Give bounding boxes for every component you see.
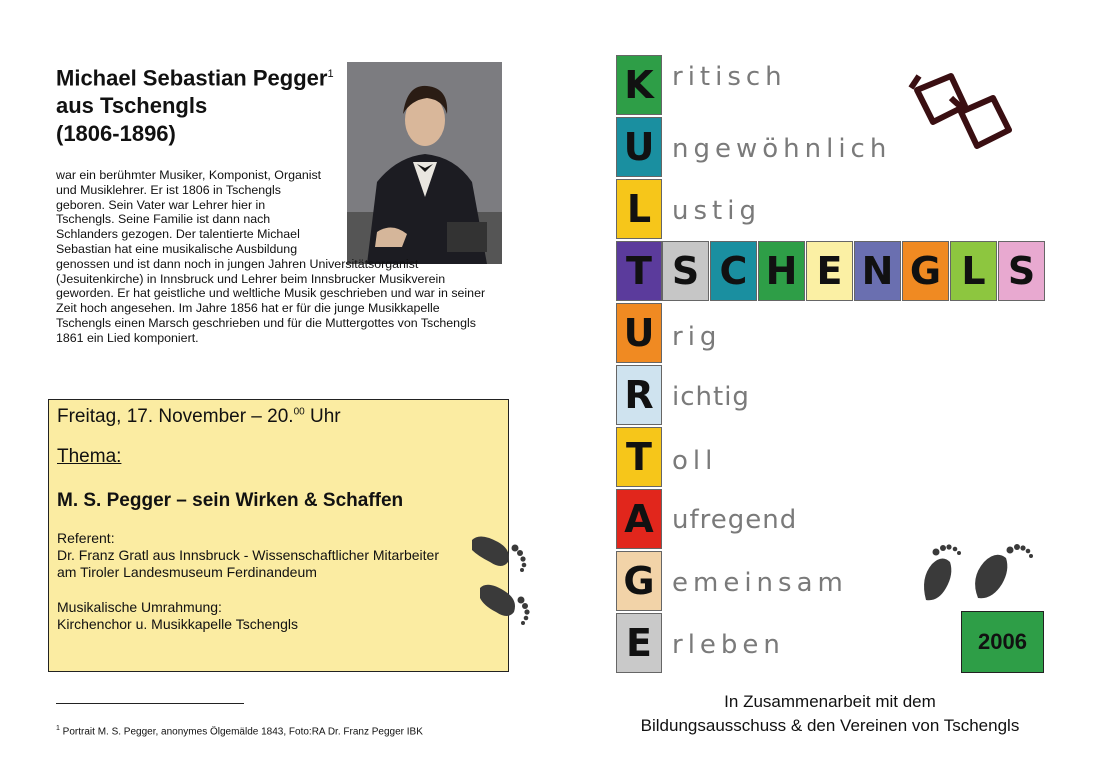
acrostic-word: ngewöhnlich: [672, 134, 892, 164]
acrostic-letter: A: [616, 489, 662, 549]
bio-line: geworden. Er hat geistliche und weltliche Musik geschrieben und war in seiner: [56, 286, 486, 301]
collaboration-note: [600, 690, 1060, 738]
acrostic-word: ritisch: [672, 62, 787, 92]
biography-text: [56, 168, 503, 346]
tschengls-letter: G: [902, 241, 949, 301]
glasses-icon: [905, 68, 1017, 163]
article-title: [56, 60, 334, 148]
referent-label: Referent:: [57, 530, 115, 546]
footprints-icon: [918, 538, 1043, 610]
title-line-1: Michael Sebastian Pegger: [56, 65, 328, 91]
music-block: [57, 599, 500, 633]
tschengls-letter: N: [854, 241, 901, 301]
bio-narrow-block: [56, 168, 338, 257]
tschengls-letter: L: [950, 241, 997, 301]
referent-block: [57, 530, 500, 581]
bio-line: (Jesuitenkirche) in Innsbruck und Lehrer beim Innsbrucker Musikverein: [56, 271, 446, 286]
footnote-mark: 1: [56, 725, 60, 732]
year-badge: 2006: [961, 611, 1044, 673]
bio-line: Tschengls einen Marsch geschrieben und für die Muttergottes von Tschengls: [56, 315, 476, 330]
event-date-main: Freitag, 17. November – 20.: [57, 406, 294, 427]
event-headline: M. S. Pegger – sein Wirken & Schaffen: [57, 490, 404, 511]
acrostic-letter: U: [616, 117, 662, 177]
acrostic-word: ustig: [672, 196, 761, 226]
referent-line-2: am Tiroler Landesmuseum Ferdinandeum: [57, 564, 317, 580]
title-line-3: (1806-1896): [56, 121, 176, 147]
acrostic-word: rleben: [672, 630, 785, 660]
acrostic-letter: L: [616, 179, 662, 239]
acrostic-word: ufregend: [672, 505, 798, 535]
collab-line-2: Bildungsausschuss & den Vereinen von Tschengls: [640, 716, 1020, 735]
bio-line: und Musiklehrer. Er ist 1806 in Tschengls: [56, 182, 281, 197]
acrostic-word: ichtig: [672, 382, 750, 412]
referent-line-1: Dr. Franz Gratl aus Innsbruck - Wissenschaftlicher Mitarbeiter: [57, 547, 440, 563]
bio-line: Zeit hoch angesehen. Im Jahre 1856 hat er für die junge Musikkapelle: [56, 301, 440, 316]
event-date: [57, 406, 500, 428]
acrostic-letter: T: [616, 427, 662, 487]
acrostic-letter: T: [616, 241, 662, 301]
acrostic-word: oll: [672, 446, 718, 476]
thema-label: Thema:: [57, 446, 122, 467]
bio-wide-block: [56, 257, 503, 346]
title-footnote-mark: 1: [327, 68, 334, 80]
tschengls-letter: C: [710, 241, 757, 301]
acrostic-letter: U: [616, 303, 662, 363]
bio-line: geboren. Sein Vater war Lehrer hier in: [56, 197, 266, 212]
tschengls-letter: S: [998, 241, 1045, 301]
title-line-2: aus Tschengls: [56, 93, 208, 119]
footnote-divider: [56, 703, 244, 704]
acrostic-letter: E: [616, 613, 662, 673]
acrostic-word: emeinsam: [672, 568, 848, 598]
music-label: Musikalische Umrahmung:: [57, 599, 222, 615]
bio-line: war ein berühmter Musiker, Komponist, Organist: [56, 168, 322, 182]
event-date-minutes: 00: [293, 406, 305, 418]
bio-line: Sebastian hat eine musikalische Ausbildung: [56, 241, 298, 256]
tschengls-letter: H: [758, 241, 805, 301]
acrostic-letter: K: [616, 55, 662, 115]
footnote-text: Portrait M. S. Pegger, anonymes Ölgemälde 1843, Foto:RA Dr. Franz Pegger IBK: [59, 726, 423, 738]
bio-line: Schlanders gezogen. Der talentierte Michael: [56, 227, 300, 242]
collab-line-1: In Zusammenarbeit mit dem: [724, 692, 936, 711]
event-date-unit: Uhr: [304, 406, 341, 427]
tschengls-letter: S: [662, 241, 709, 301]
footprints-icon: [468, 528, 532, 638]
music-value: Kirchenchor u. Musikkapelle Tschengls: [57, 616, 298, 632]
bio-line: Tschengls. Seine Familie ist dann nach: [56, 212, 271, 227]
bio-line: 1861 ein Lied komponiert.: [56, 330, 199, 345]
acrostic-letter: R: [616, 365, 662, 425]
acrostic-letter: G: [616, 551, 662, 611]
event-info-box: [48, 399, 509, 672]
bio-line: genossen und ist dann noch in jungen Jahren Universitätsorganist: [56, 256, 419, 271]
acrostic-word: rig: [672, 322, 722, 352]
footnote: [56, 725, 423, 737]
tschengls-letter: E: [806, 241, 853, 301]
